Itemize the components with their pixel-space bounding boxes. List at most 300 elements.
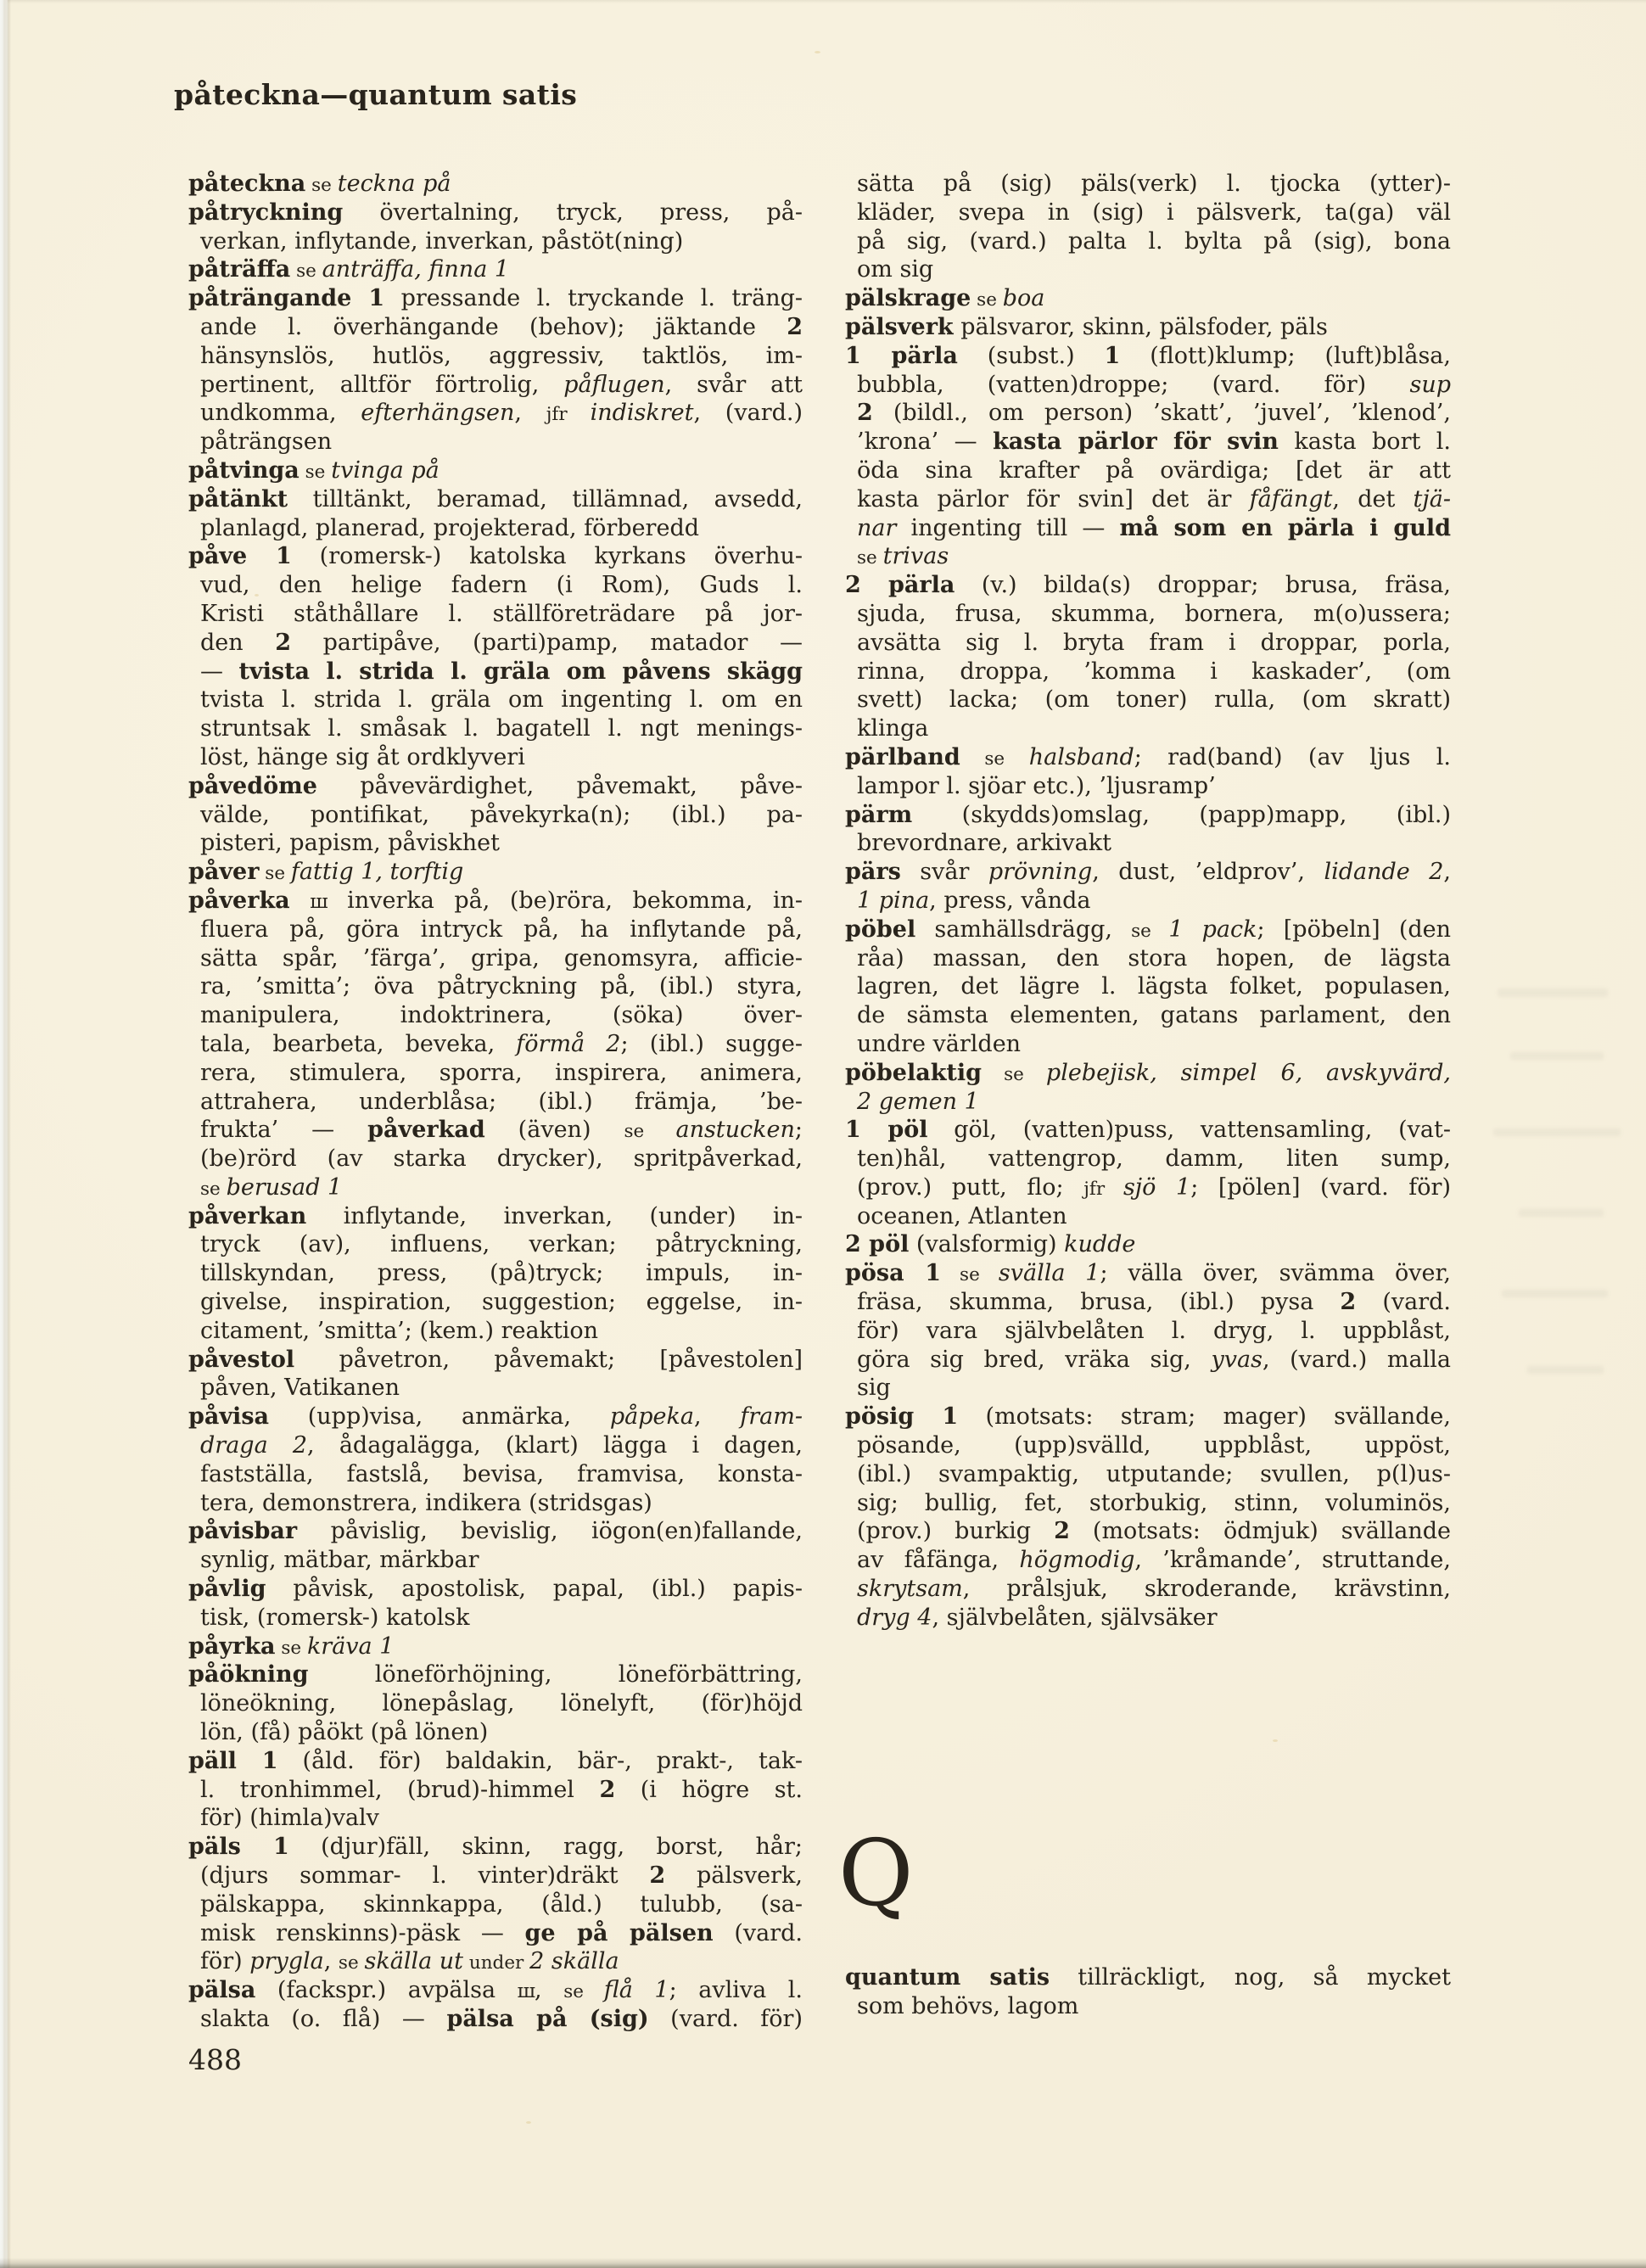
dictionary-line bbox=[188, 1259, 803, 1288]
plain-text: påvisk, apostolisk, papal, (ibl.) papis- bbox=[266, 1576, 803, 1603]
plain-text: undkomma, bbox=[200, 400, 361, 427]
dictionary-line bbox=[188, 1804, 803, 1833]
italic-reference: berusad 1 bbox=[226, 1173, 343, 1201]
italic-reference: 1 pack bbox=[1168, 916, 1257, 943]
italic-reference: fattig 1, torftig bbox=[290, 859, 464, 886]
headword-or-bold-text: må som en pärla i guld bbox=[1119, 514, 1451, 541]
headword-or-bold-text: ge på pälsen bbox=[524, 1919, 714, 1946]
italic-reference: prygla bbox=[249, 1948, 324, 1975]
plain-text: om sig bbox=[857, 256, 934, 283]
dictionary-line bbox=[188, 714, 803, 743]
italic-reference: påpeka bbox=[609, 1403, 694, 1431]
plain-text: (be)rörd (av starka drycker), spritpåverkad, bbox=[200, 1145, 803, 1173]
plain-text: tillräckligt, nog, så mycket bbox=[1050, 1964, 1451, 1991]
dictionary-line bbox=[188, 428, 803, 456]
dictionary-line bbox=[188, 1747, 803, 1776]
show-through-mark bbox=[1502, 1290, 1608, 1297]
dictionary-line bbox=[845, 1317, 1451, 1346]
headword-or-bold-text: påvedöme bbox=[188, 772, 317, 799]
plain-text: påträngsen bbox=[200, 428, 333, 456]
dictionary-line bbox=[845, 1604, 1451, 1632]
headword-or-bold-text: påtänkt bbox=[188, 485, 288, 512]
dictionary-line bbox=[188, 1288, 803, 1317]
dictionary-line bbox=[188, 1230, 803, 1259]
dictionary-line bbox=[188, 1546, 803, 1575]
italic-reference: fåfängt bbox=[1249, 485, 1333, 512]
plain-text: de sämsta elementen, gatans parlament, den bbox=[857, 1002, 1451, 1029]
headword-or-bold-text: päls 1 bbox=[188, 1834, 289, 1861]
dictionary-line bbox=[188, 456, 803, 485]
dictionary-line bbox=[188, 1030, 803, 1059]
plain-text: sig; bullig, fet, storbukig, stinn, voluminös, bbox=[857, 1489, 1451, 1516]
headword-or-bold-text: 1 pöl bbox=[845, 1117, 928, 1144]
headword-or-bold-text: quantum satis bbox=[845, 1964, 1050, 1991]
headword-or-bold-text: pösig 1 bbox=[845, 1403, 959, 1431]
headword-or-bold-text: påverka bbox=[188, 887, 290, 914]
dictionary-line bbox=[845, 170, 1451, 199]
italic-reference: sjö 1 bbox=[1123, 1173, 1191, 1201]
headword-or-bold-text: 2 pöl bbox=[845, 1231, 910, 1258]
small-label: se bbox=[305, 175, 338, 196]
plain-text: samhällsdrägg, bbox=[915, 916, 1132, 943]
dictionary-line bbox=[845, 944, 1451, 973]
plain-text: för) vara självbelåten l. dryg, l. uppblåst, bbox=[857, 1317, 1451, 1344]
italic-reference: boa bbox=[1002, 285, 1045, 312]
plain-text: tilltänkt, beramad, tillämnad, avsedd, bbox=[288, 485, 803, 512]
plain-text: ra, ’smitta’; öva påtryckning på, (ibl.) styra, bbox=[200, 973, 803, 1000]
plain-text: (ibl.) svampaktig, utputande; svullen, p(l)us- bbox=[857, 1460, 1451, 1487]
entry-symbol: ш bbox=[517, 1980, 535, 2003]
plain-text: göl, (vatten)puss, vattensamling, (vat- bbox=[927, 1117, 1451, 1144]
headword-or-bold-text: pärs bbox=[845, 859, 901, 886]
dictionary-line bbox=[845, 1431, 1451, 1460]
plain-text: (djur)fäll, skinn, ragg, borst, hår; bbox=[288, 1834, 803, 1861]
headword-or-bold-text: pälskrage bbox=[845, 285, 971, 312]
dictionary-line bbox=[188, 485, 803, 514]
dictionary-line bbox=[845, 255, 1451, 284]
plain-text: pertinent, alltför förtrolig, bbox=[200, 371, 564, 398]
plain-text: som behövs, lagom bbox=[857, 1992, 1079, 2019]
headword-or-bold-text: 2 bbox=[649, 1862, 666, 1890]
dictionary-line bbox=[845, 1546, 1451, 1575]
italic-reference: draga 2 bbox=[200, 1432, 308, 1459]
plain-text: påven, Vatikanen bbox=[200, 1375, 400, 1402]
plain-text: för) (himla)valv bbox=[200, 1805, 379, 1832]
plain-text: (motsats: stram; mager) svällande, bbox=[958, 1403, 1451, 1431]
plain-text: pisteri, papism, påviskhet bbox=[200, 830, 500, 857]
dictionary-line bbox=[188, 342, 803, 371]
dictionary-line bbox=[188, 1403, 803, 1431]
dictionary-line bbox=[845, 399, 1451, 428]
dictionary-line bbox=[188, 858, 803, 887]
headword-or-bold-text: pärlband bbox=[845, 743, 960, 770]
small-label: jfr bbox=[1083, 1178, 1123, 1200]
small-label: se bbox=[259, 863, 291, 885]
headword-or-bold-text: 2 bbox=[857, 400, 873, 427]
dictionary-line bbox=[188, 772, 803, 801]
dictionary-line bbox=[188, 944, 803, 973]
plain-text: slakta (o. flå) — bbox=[200, 2006, 447, 2032]
headword-or-bold-text: 1 pärla bbox=[845, 342, 958, 369]
plain-text: ten)hål, vattengrop, damm, liten sump, bbox=[857, 1145, 1451, 1173]
italic-reference: prövning bbox=[988, 859, 1093, 886]
paper-speck bbox=[526, 2121, 531, 2124]
dictionary-line bbox=[188, 1431, 803, 1460]
headword-or-bold-text: påve 1 bbox=[188, 543, 292, 570]
headword-or-bold-text: pälsa bbox=[188, 1977, 256, 2004]
plain-text: (flott)klump; (luft)blåsa, bbox=[1120, 342, 1451, 369]
dictionary-line bbox=[845, 1173, 1451, 1202]
dictionary-line bbox=[188, 916, 803, 944]
plain-text: manipulera, indoktrinera, (söka) över- bbox=[200, 1002, 803, 1029]
headword-or-bold-text: pöbelaktig bbox=[845, 1059, 983, 1086]
dictionary-line bbox=[845, 916, 1451, 944]
italic-reference: halsband bbox=[1028, 743, 1134, 770]
italic-reference: flå 1 bbox=[603, 1977, 669, 2004]
dictionary-line bbox=[188, 1116, 803, 1145]
dictionary-line bbox=[845, 600, 1451, 629]
dictionary-line bbox=[188, 1575, 803, 1604]
italic-reference: nar bbox=[857, 514, 897, 541]
plain-text: partipåve, (parti)pamp, matador — bbox=[291, 629, 803, 656]
plain-text: ; rad(band) (av ljus l. bbox=[1134, 743, 1451, 770]
plain-text: , bbox=[514, 400, 546, 427]
dictionary-line bbox=[188, 1718, 803, 1747]
plain-text: — bbox=[200, 658, 239, 685]
dictionary-line bbox=[845, 1088, 1451, 1117]
dictionary-line bbox=[188, 399, 803, 428]
dictionary-line bbox=[188, 686, 803, 714]
small-label: se bbox=[857, 547, 883, 569]
show-through-mark bbox=[1527, 1366, 1604, 1374]
dictionary-line bbox=[188, 1947, 803, 1976]
italic-reference: kudde bbox=[1064, 1231, 1136, 1258]
dictionary-line bbox=[845, 342, 1451, 371]
page-edge-left bbox=[0, 0, 11, 2268]
dictionary-line bbox=[188, 1833, 803, 1862]
italic-reference: 2 gemen 1 bbox=[857, 1088, 979, 1115]
plain-text: ; bbox=[794, 1117, 803, 1144]
small-label: se bbox=[563, 1981, 604, 2003]
plain-text: tvista l. strida l. gräla om ingenting l. om en bbox=[200, 686, 803, 714]
small-label: se bbox=[941, 1264, 999, 1286]
dictionary-line bbox=[845, 829, 1451, 858]
headword-or-bold-text: påverkan bbox=[188, 1202, 307, 1229]
plain-text: citament, ’smitta’; (kem.) reaktion bbox=[200, 1317, 599, 1344]
dictionary-line bbox=[188, 1689, 803, 1718]
dictionary-line bbox=[188, 1776, 803, 1805]
paper-speck bbox=[1273, 1739, 1278, 1742]
plain-text: göra sig bred, vräka sig, bbox=[857, 1346, 1212, 1373]
dictionary-line bbox=[845, 686, 1451, 714]
plain-text: kasta bort l. bbox=[1278, 428, 1451, 456]
plain-text: löst, hänge sig åt ordklyveri bbox=[200, 743, 525, 770]
plain-text: ; [pöbeln] (den bbox=[1257, 916, 1451, 943]
dictionary-line bbox=[188, 255, 803, 284]
headword-or-bold-text: 2 bbox=[599, 1776, 616, 1803]
dictionary-line bbox=[188, 1145, 803, 1173]
plain-text: (upp)visa, anmärka, bbox=[269, 1403, 610, 1431]
plain-text: Kristi ståthållare l. ställföreträdare på jor- bbox=[200, 600, 803, 627]
dictionary-line bbox=[188, 2005, 803, 2034]
headword-or-bold-text: kasta pärlor för svin bbox=[993, 428, 1279, 456]
plain-text: (även) bbox=[484, 1117, 624, 1144]
plain-text: frukta’ — bbox=[200, 1117, 368, 1144]
dictionary-line bbox=[845, 972, 1451, 1001]
headword-or-bold-text: 1 bbox=[1104, 342, 1121, 369]
plain-text: ; [pölen] (vard. för) bbox=[1190, 1173, 1451, 1201]
plain-text: rinna, droppa, ’komma i kaskader’, (om bbox=[857, 658, 1451, 685]
plain-text: verkan, inflytande, inverkan, påstöt(ning) bbox=[200, 227, 684, 255]
dictionary-line bbox=[845, 1575, 1451, 1604]
dictionary-line bbox=[188, 1001, 803, 1030]
dictionary-line bbox=[845, 887, 1451, 916]
plain-text: av fåfänga, bbox=[857, 1547, 1020, 1574]
paper-speck bbox=[815, 51, 820, 53]
plain-text: (bildl., om person) ’skatt’, ’juvel’, ’klenod’, bbox=[872, 400, 1451, 427]
headword-or-bold-text: påvlig bbox=[188, 1576, 266, 1603]
dictionary-line bbox=[845, 772, 1451, 801]
dictionary-line bbox=[845, 485, 1451, 514]
plain-text: ande l. överhängande (behov); jäktande bbox=[200, 313, 787, 340]
dictionary-line bbox=[845, 542, 1451, 571]
headword-or-bold-text: pälsverk bbox=[845, 313, 954, 340]
plain-text: , (vard.) bbox=[693, 400, 803, 427]
italic-reference: trivas bbox=[882, 543, 949, 570]
dictionary-line bbox=[188, 1202, 803, 1231]
headword-or-bold-text: påyrka bbox=[188, 1632, 276, 1660]
dictionary-line bbox=[845, 199, 1451, 227]
dictionary-line bbox=[845, 428, 1451, 456]
plain-text: , bbox=[323, 1948, 339, 1975]
plain-text: givelse, inspiration, suggestion; eggelse, in- bbox=[200, 1289, 803, 1316]
small-label: se bbox=[338, 1952, 365, 1974]
plain-text bbox=[290, 888, 311, 914]
plain-text: , bbox=[1443, 859, 1451, 886]
running-head: påteckna—quantum satis bbox=[174, 78, 578, 111]
dictionary-line bbox=[845, 1992, 1451, 2021]
dictionary-line bbox=[845, 801, 1451, 830]
dictionary-line bbox=[845, 371, 1451, 400]
plain-text: sätta spår, ’färga’, gripa, genomsyra, afficie- bbox=[200, 944, 803, 972]
dictionary-line bbox=[845, 714, 1451, 743]
dictionary-line bbox=[845, 1346, 1451, 1375]
dictionary-line bbox=[188, 1460, 803, 1489]
plain-text: löneförhöjning, löneförbättring, bbox=[308, 1661, 803, 1688]
plain-text: (fackspr.) avpälsa bbox=[255, 1977, 518, 2004]
plain-text: pressande l. tryckande l. träng- bbox=[384, 285, 803, 312]
plain-text: avsätta sig l. bryta fram i droppar, porla, bbox=[857, 629, 1451, 656]
dictionary-line bbox=[188, 571, 803, 600]
plain-text: struntsak l. småsak l. bagatell l. ngt menings- bbox=[200, 715, 803, 742]
dictionary-line bbox=[188, 743, 803, 772]
plain-text: löneökning, lönepåslag, lönelyft, (för)höjd bbox=[200, 1690, 803, 1717]
show-through-mark bbox=[1493, 1128, 1621, 1136]
dictionary-line bbox=[188, 600, 803, 629]
plain-text: , bbox=[693, 1403, 741, 1431]
plain-text: inflytande, inverkan, (under) in- bbox=[306, 1202, 803, 1229]
small-label: se bbox=[299, 461, 332, 483]
italic-reference: anträffa, finna 1 bbox=[322, 256, 510, 283]
italic-reference: dryg 4 bbox=[857, 1604, 932, 1631]
plain-text: inverka på, (be)röra, bekomma, in- bbox=[327, 887, 803, 914]
plain-text: , självbelåten, självsäker bbox=[932, 1604, 1218, 1631]
plain-text: vud, den helige fadern (i Rom), Guds l. bbox=[200, 572, 803, 599]
dictionary-line bbox=[845, 1145, 1451, 1173]
headword-or-bold-text: pösa 1 bbox=[845, 1260, 941, 1287]
dictionary-line bbox=[845, 284, 1451, 313]
italic-reference: förmå 2 bbox=[516, 1030, 621, 1057]
dictionary-line bbox=[845, 1202, 1451, 1231]
headword-or-bold-text: påverkad bbox=[367, 1117, 485, 1144]
small-label: se bbox=[275, 1637, 307, 1659]
plain-text: (v.) bilda(s) droppar; brusa, fräsa, bbox=[955, 572, 1451, 599]
headword-or-bold-text: påträngande 1 bbox=[188, 285, 385, 312]
plain-text: (djurs sommar- l. vinter)dräkt bbox=[200, 1862, 650, 1890]
italic-reference: 1 pina bbox=[857, 887, 930, 914]
plain-text: påvislig, bevislig, iögon(en)fallande, bbox=[297, 1518, 803, 1545]
plain-text: ; välla över, svämma över, bbox=[1100, 1260, 1451, 1287]
q-section-entries bbox=[845, 1963, 1451, 2021]
dictionary-line bbox=[188, 542, 803, 571]
plain-text: hänsynslös, hutlös, aggressiv, taktlös, im- bbox=[200, 342, 803, 369]
plain-text: pälsverk, bbox=[665, 1862, 803, 1890]
dictionary-line bbox=[845, 571, 1451, 600]
page-edge-right bbox=[1638, 0, 1646, 2268]
plain-text: fräsa, skumma, brusa, (ibl.) pysa bbox=[857, 1289, 1341, 1316]
dictionary-line bbox=[188, 1517, 803, 1546]
plain-text: tala, bearbeta, beveka, bbox=[200, 1030, 517, 1057]
plain-text: (prov.) burkig bbox=[857, 1518, 1055, 1545]
headword-or-bold-text: påver bbox=[188, 859, 260, 886]
plain-text: (vard. för) bbox=[648, 2006, 803, 2032]
headword-or-bold-text: påökning bbox=[188, 1661, 309, 1688]
plain-text: för) bbox=[200, 1948, 250, 1975]
plain-text: kläder, svepa in (sig) i pälsverk, ta(ga) väl bbox=[857, 199, 1451, 226]
plain-text: ’krona’ — bbox=[857, 428, 994, 456]
italic-reference: fram- bbox=[740, 1403, 803, 1431]
plain-text: ingenting till — bbox=[896, 514, 1120, 541]
dictionary-line bbox=[845, 1403, 1451, 1431]
dictionary-line bbox=[845, 743, 1451, 772]
plain-text: ; (ibl.) sugge- bbox=[620, 1030, 803, 1057]
plain-text: rera, stimulera, sporra, inspirera, animera, bbox=[200, 1059, 803, 1086]
dictionary-line bbox=[188, 514, 803, 543]
dictionary-line bbox=[845, 1963, 1451, 1992]
plain-text: sätta på (sig) päls(verk) l. tjocka (ytter)- bbox=[857, 171, 1451, 197]
plain-text: pösande, (upp)svälld, uppblåst, uppöst, bbox=[857, 1432, 1451, 1459]
italic-reference: efterhängsen bbox=[361, 400, 515, 427]
headword-or-bold-text: påtryckning bbox=[188, 199, 344, 226]
italic-reference: plebejisk, simpel 6, avskyvärd, bbox=[1045, 1059, 1451, 1086]
plain-text: svår bbox=[900, 859, 988, 886]
plain-text: planlagd, planerad, projekterad, förberedd bbox=[200, 514, 700, 541]
show-through-mark bbox=[1510, 1052, 1604, 1060]
plain-text: pälskappa, skinnkappa, (åld.) tulubb, (sa- bbox=[200, 1890, 803, 1918]
plain-text: (i högre st. bbox=[615, 1776, 803, 1803]
headword-or-bold-text: påtvinga bbox=[188, 456, 300, 484]
small-label: se bbox=[960, 748, 1029, 770]
plain-text: på sig, (vard.) palta l. bylta på (sig), bona bbox=[857, 227, 1451, 255]
headword-or-bold-text: pälsa på (sig) bbox=[446, 2006, 649, 2032]
plain-text: , bbox=[535, 1977, 564, 2004]
plain-text: fluera på, göra intryck på, ha inflytande på, bbox=[200, 916, 803, 943]
italic-reference: 2 skälla bbox=[529, 1948, 619, 1975]
plain-text: undre världen bbox=[857, 1030, 1022, 1057]
headword-or-bold-text: päll 1 bbox=[188, 1747, 278, 1774]
plain-text: , dust, ’eldprov’, bbox=[1092, 859, 1324, 886]
plain-text: brevordnare, arkivakt bbox=[857, 830, 1111, 857]
small-label: se bbox=[624, 1121, 676, 1143]
dictionary-line bbox=[845, 1116, 1451, 1145]
plain-text: tryck (av), influens, verkan; påtryckning, bbox=[200, 1231, 803, 1258]
plain-text: , det bbox=[1332, 485, 1414, 512]
plain-text: ; avliva l. bbox=[669, 1977, 803, 2004]
italic-reference: skälla ut bbox=[364, 1948, 464, 1975]
headword-or-bold-text: påträffa bbox=[188, 256, 291, 283]
dictionary-line bbox=[188, 227, 803, 256]
dictionary-line bbox=[188, 170, 803, 199]
dictionary-line bbox=[845, 1517, 1451, 1546]
plain-text: (motsats: ödmjuk) svällande bbox=[1069, 1518, 1451, 1545]
dictionary-line bbox=[188, 199, 803, 227]
dictionary-line bbox=[188, 1632, 803, 1661]
plain-text: , prålsjuk, skroderande, krävstinn, bbox=[962, 1576, 1451, 1603]
dictionary-line bbox=[845, 1489, 1451, 1518]
dictionary-line bbox=[188, 1346, 803, 1375]
headword-or-bold-text: 2 pärla bbox=[845, 572, 955, 599]
italic-reference: indiskret bbox=[590, 400, 694, 427]
dictionary-line bbox=[845, 1230, 1451, 1259]
small-label: jfr bbox=[546, 404, 591, 426]
dictionary-line bbox=[188, 1976, 803, 2005]
dictionary-line bbox=[845, 456, 1451, 485]
dictionary-line bbox=[188, 313, 803, 342]
plain-text: l. tronhimmel, (brud)-himmel bbox=[200, 1776, 600, 1803]
dictionary-line bbox=[188, 972, 803, 1001]
small-label: se bbox=[971, 289, 1003, 311]
page-edge-top bbox=[0, 0, 1646, 3]
plain-text: påvetron, påvemakt; [påvestolen] bbox=[294, 1346, 803, 1373]
plain-text: sig bbox=[857, 1375, 891, 1402]
headword-or-bold-text: 2 bbox=[1054, 1518, 1070, 1545]
dictionary-line bbox=[845, 1001, 1451, 1030]
plain-text: (subst.) bbox=[957, 342, 1105, 369]
headword-or-bold-text: tvista l. strida l. gräla om påvens skägg bbox=[238, 658, 803, 685]
plain-text: synlig, mätbar, märkbar bbox=[200, 1547, 479, 1574]
dictionary-line bbox=[188, 1604, 803, 1632]
plain-text: råa) massan, den stora hopen, de lägsta bbox=[857, 944, 1451, 972]
show-through-mark bbox=[1498, 988, 1608, 997]
plain-text: oceanen, Atlanten bbox=[857, 1202, 1067, 1229]
plain-text: sjuda, frusa, skumma, bornera, m(o)ussera; bbox=[857, 600, 1451, 627]
headword-or-bold-text: påvestol bbox=[188, 1346, 295, 1373]
dictionary-line bbox=[188, 1059, 803, 1088]
italic-reference: sup bbox=[1409, 371, 1451, 398]
plain-text: lagren, det lägre l. lägsta folket, populasen, bbox=[857, 973, 1451, 1000]
dictionary-line bbox=[188, 1862, 803, 1890]
right-column bbox=[845, 170, 1451, 1632]
dictionary-line bbox=[188, 1489, 803, 1518]
dictionary-line bbox=[188, 887, 803, 916]
plain-text: tillskyndan, press, (på)tryck; impuls, in- bbox=[200, 1260, 803, 1287]
dictionary-line bbox=[845, 629, 1451, 658]
italic-reference: anstucken bbox=[675, 1117, 795, 1144]
plain-text: (vard. bbox=[1356, 1289, 1451, 1316]
italic-reference: skrytsam bbox=[857, 1576, 963, 1603]
dictionary-line bbox=[188, 284, 803, 313]
plain-text: den bbox=[200, 629, 276, 656]
